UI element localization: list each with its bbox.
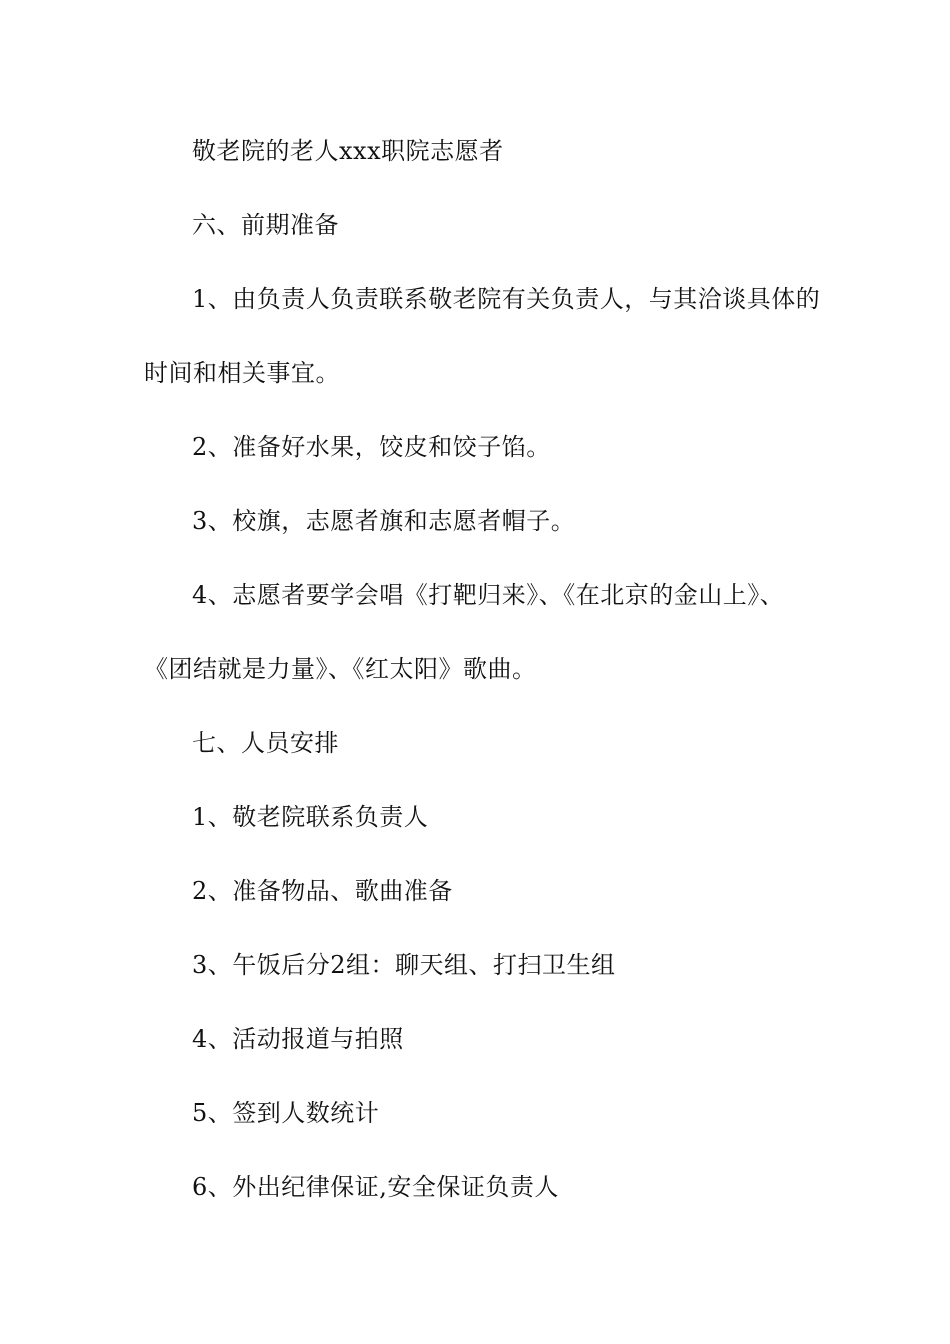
list-item-staff-safety: 6、外出纪律保证,安全保证负责人 xyxy=(192,1173,559,1201)
section-heading-staffing: 七、人员安排 xyxy=(192,729,339,757)
list-item-staff-contact: 1、敬老院联系负责人 xyxy=(192,803,429,831)
list-item-contact: 1、由负责人负责联系敬老院有关负责人，与其洽谈具体的 xyxy=(192,285,821,313)
list-item-contact-continued: 时间和相关事宜。 xyxy=(144,359,340,387)
paragraph-participants: 敬老院的老人xxx职院志愿者 xyxy=(192,137,504,165)
list-item-flags: 3、校旗，志愿者旗和志愿者帽子。 xyxy=(192,507,576,535)
document-body xyxy=(144,133,821,1243)
list-item-staff-report: 4、活动报道与拍照 xyxy=(192,1025,404,1053)
list-item-songs-continued: 《团结就是力量》、《红太阳》歌曲。 xyxy=(144,655,537,683)
section-heading-preparation: 六、前期准备 xyxy=(192,211,339,239)
list-item-staff-groups: 3、午饭后分2组：聊天组、打扫卫生组 xyxy=(192,951,616,979)
list-item-food: 2、准备好水果，饺皮和饺子馅。 xyxy=(192,433,551,461)
list-item-staff-supplies: 2、准备物品、歌曲准备 xyxy=(192,877,453,905)
list-item-staff-signin: 5、签到人数统计 xyxy=(192,1099,380,1127)
list-item-songs: 4、志愿者要学会唱《打靶归来》、《在北京的金山上》、 xyxy=(192,581,785,609)
